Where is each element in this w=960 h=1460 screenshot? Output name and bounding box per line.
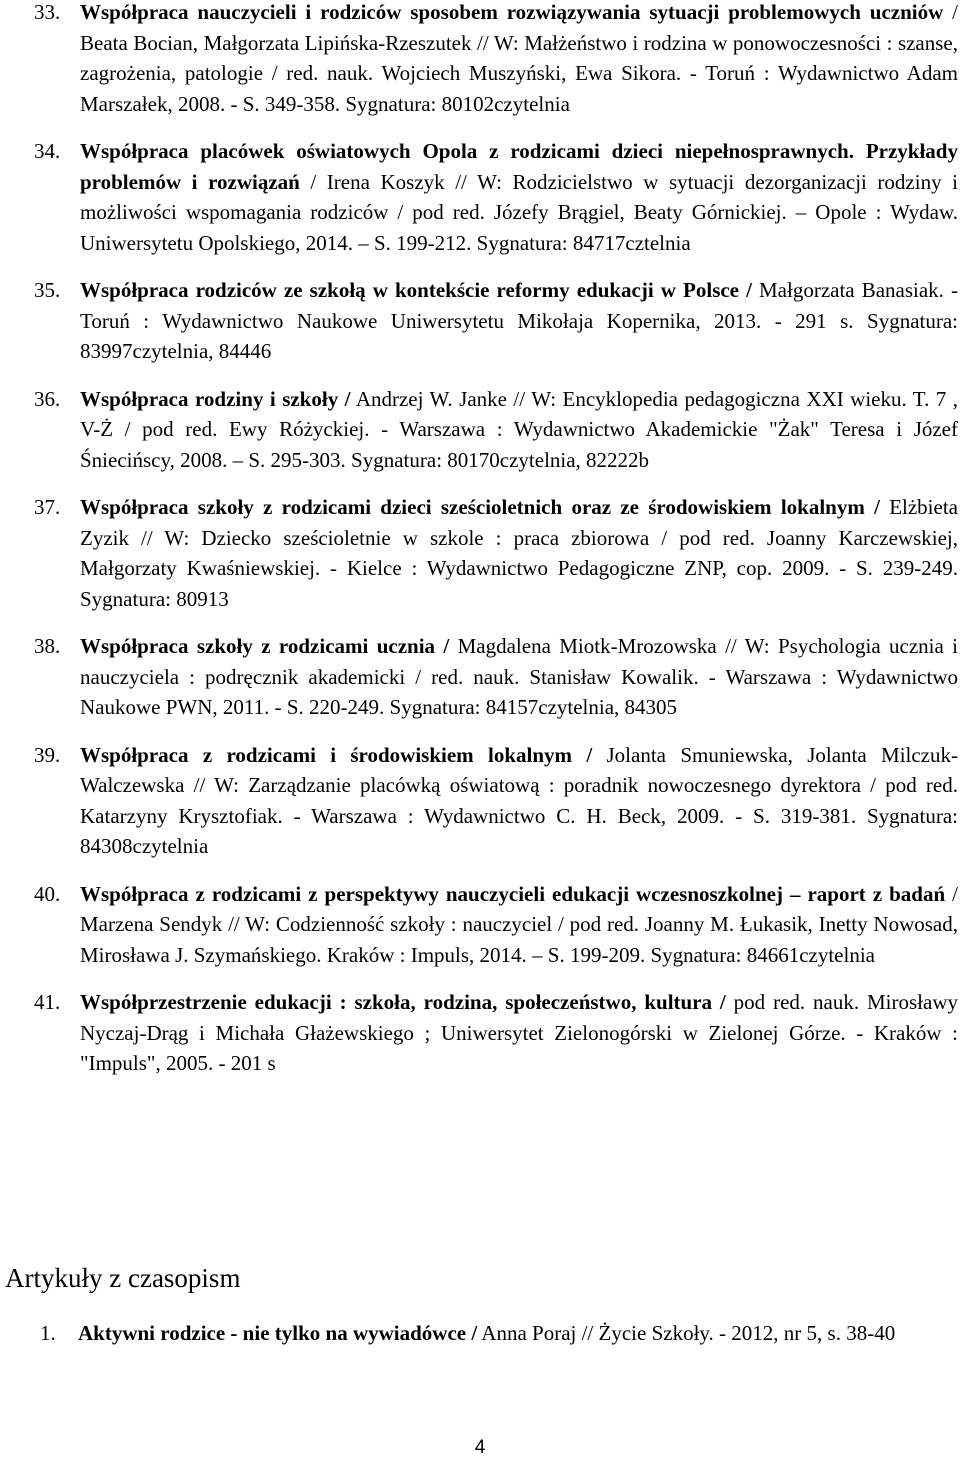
- page-number: 4: [474, 1437, 486, 1458]
- bibliography-entry: [34, 384, 958, 476]
- entry-details: Jolanta Smuniewska, Jolanta Milczuk-Walczewska // W: Zarządzanie placówką oświatową : poradnik nowoczesnego dyrektora / pod red. Katarzyny Krysztofiak. - Warszawa : Wydawnictwo C. H. Beck, 2009. - S. 319-381. Sygnatura: 84308czytelnia: [80, 742, 959, 858]
- entry-number: 39.: [34, 742, 61, 767]
- entry-title: Współpraca z rodzicami z perspektywy nauczycieli edukacji wczesnoszkolnej – raport z badań: [80, 881, 946, 906]
- entry-title: Aktywni rodzice - nie tylko na wywiadówce /: [78, 1321, 478, 1345]
- entry-details: / Marzena Sendyk // W: Codzienność szkoły : nauczyciel / pod red. Joanny M. Łukasik, Inetty Nowosad, Mirosława J. Szymańskiego. Kraków : Impuls, 2014. – S. 199-209. Sygnatura: 84661czytelnia: [80, 881, 958, 967]
- entry-details: Elżbieta Zyzik // W: Dziecko sześcioletnie w szkole : praca zbiorowa / pod red. Joanny Karczewskiej, Małgorzaty Kwaśniewskiej. - Kielce : Wydawnictwo Pedagogiczne ZNP, cop. 2009. - S. 239-249. Sygnatura: 80913: [80, 495, 958, 611]
- bibliography-entry: [34, 136, 958, 258]
- entry-details: Andrzej W. Janke // W: Encyklopedia pedagogiczna XXI wieku. T. 7 , V-Ż / pod red. Ewy Różyckiej. - Warszawa : Wydawnictwo Akademickie "Żak" Teresa i Józef Śniecińscy, 2008. – S. 295-303. Sygnatura: 80170czytelnia, 82222b: [80, 386, 959, 472]
- entry-title: Współpraca nauczycieli i rodziców sposobem rozwiązywania sytuacji problemowych uczniów: [80, 0, 944, 24]
- entry-number: 1.: [40, 1321, 56, 1345]
- bibliography-page: [34, 0, 958, 1096]
- entry-details: Magdalena Miotk-Mrozowska // W: Psychologia ucznia i nauczyciela : podręcznik akademicki / red. nauk. Stanisław Kowalik. - Warszawa : Wydawnictwo Naukowe PWN, 2011. - S. 220-249. Sygnatura: 84157czytelnia, 84305: [80, 634, 958, 719]
- bibliography-entry: [34, 275, 958, 367]
- bibliography-entry: [34, 879, 958, 971]
- entry-title: Współpraca szkoły z rodzicami ucznia /: [80, 634, 450, 658]
- entry-title: Współpraca rodziców ze szkołą w kontekście reformy edukacji w Polsce /: [80, 278, 752, 302]
- bibliography-entry: [34, 0, 958, 119]
- article-entry: [40, 1318, 960, 1349]
- entry-details: Małgorzata Banasiak. - Toruń : Wydawnictwo Naukowe Uniwersytetu Mikołaja Kopernika, 2013. - 291 s. Sygnatura: 83997czytelnia, 84446: [80, 278, 958, 363]
- entry-title: Współpraca z rodzicami i środowiskiem lokalnym /: [80, 742, 593, 767]
- entry-number: 34.: [34, 139, 61, 163]
- entry-details: / Beata Bocian, Małgorzata Lipińska-Rzeszutek // W: Małżeństwo i rodzina w ponowoczesności : szanse, zagrożenia, patologie / red. nauk. Wojciech Muszyński, Ewa Sikora. - Toruń : Wydawnictwo Adam Marszałek, 2008. - S. 349-358. Sygnatura: 80102czytelnia: [80, 0, 958, 116]
- bibliography-entry: [34, 631, 958, 723]
- entry-title: Współpraca szkoły z rodzicami dzieci sześcioletnich oraz ze środowiskiem lokalnym /: [80, 495, 880, 519]
- entry-number: 33.: [34, 0, 61, 24]
- entry-details: Anna Poraj // Życie Szkoły. - 2012, nr 5, s. 38-40: [477, 1321, 896, 1345]
- entry-number: 38.: [34, 634, 61, 658]
- bibliography-entry: [34, 740, 958, 862]
- entry-number: 40.: [34, 881, 61, 906]
- entry-title: Współprzestrzenie edukacji : szkoła, rodzina, społeczeństwo, kultura /: [80, 990, 726, 1014]
- entry-number: 41.: [34, 990, 61, 1014]
- section-heading: Artykuły z czasopism: [5, 1263, 241, 1293]
- entry-title: Współpraca placówek oświatowych Opola z rodzicami dzieci niepełnosprawnych. Przykłady problemów i rozwiązań: [80, 139, 958, 194]
- bibliography-entry: [34, 492, 958, 614]
- entry-details: / Irena Koszyk // W: Rodzicielstwo w sytuacji dezorganizacji rodziny i możliwości wspomagania rodziców / pod red. Józefy Brągiel, Beaty Górnickiej. – Opole : Wydaw. Uniwersytetu Opolskiego, 2014. – S. 199-212. Sygnatura: 84717cztelnia: [80, 169, 958, 255]
- entry-number: 36.: [34, 386, 61, 411]
- bibliography-entry: [34, 987, 958, 1079]
- entry-details: pod red. nauk. Mirosławy Nyczaj-Drąg i Michała Głażewskiego ; Uniwersytet Zielonogórski w Zielonej Górze. - Kraków : "Impuls", 2005. - 201 s: [80, 990, 958, 1075]
- entry-number: 35.: [34, 278, 61, 302]
- entry-title: Współpraca rodziny i szkoły /: [80, 386, 351, 411]
- entry-number: 37.: [34, 495, 61, 519]
